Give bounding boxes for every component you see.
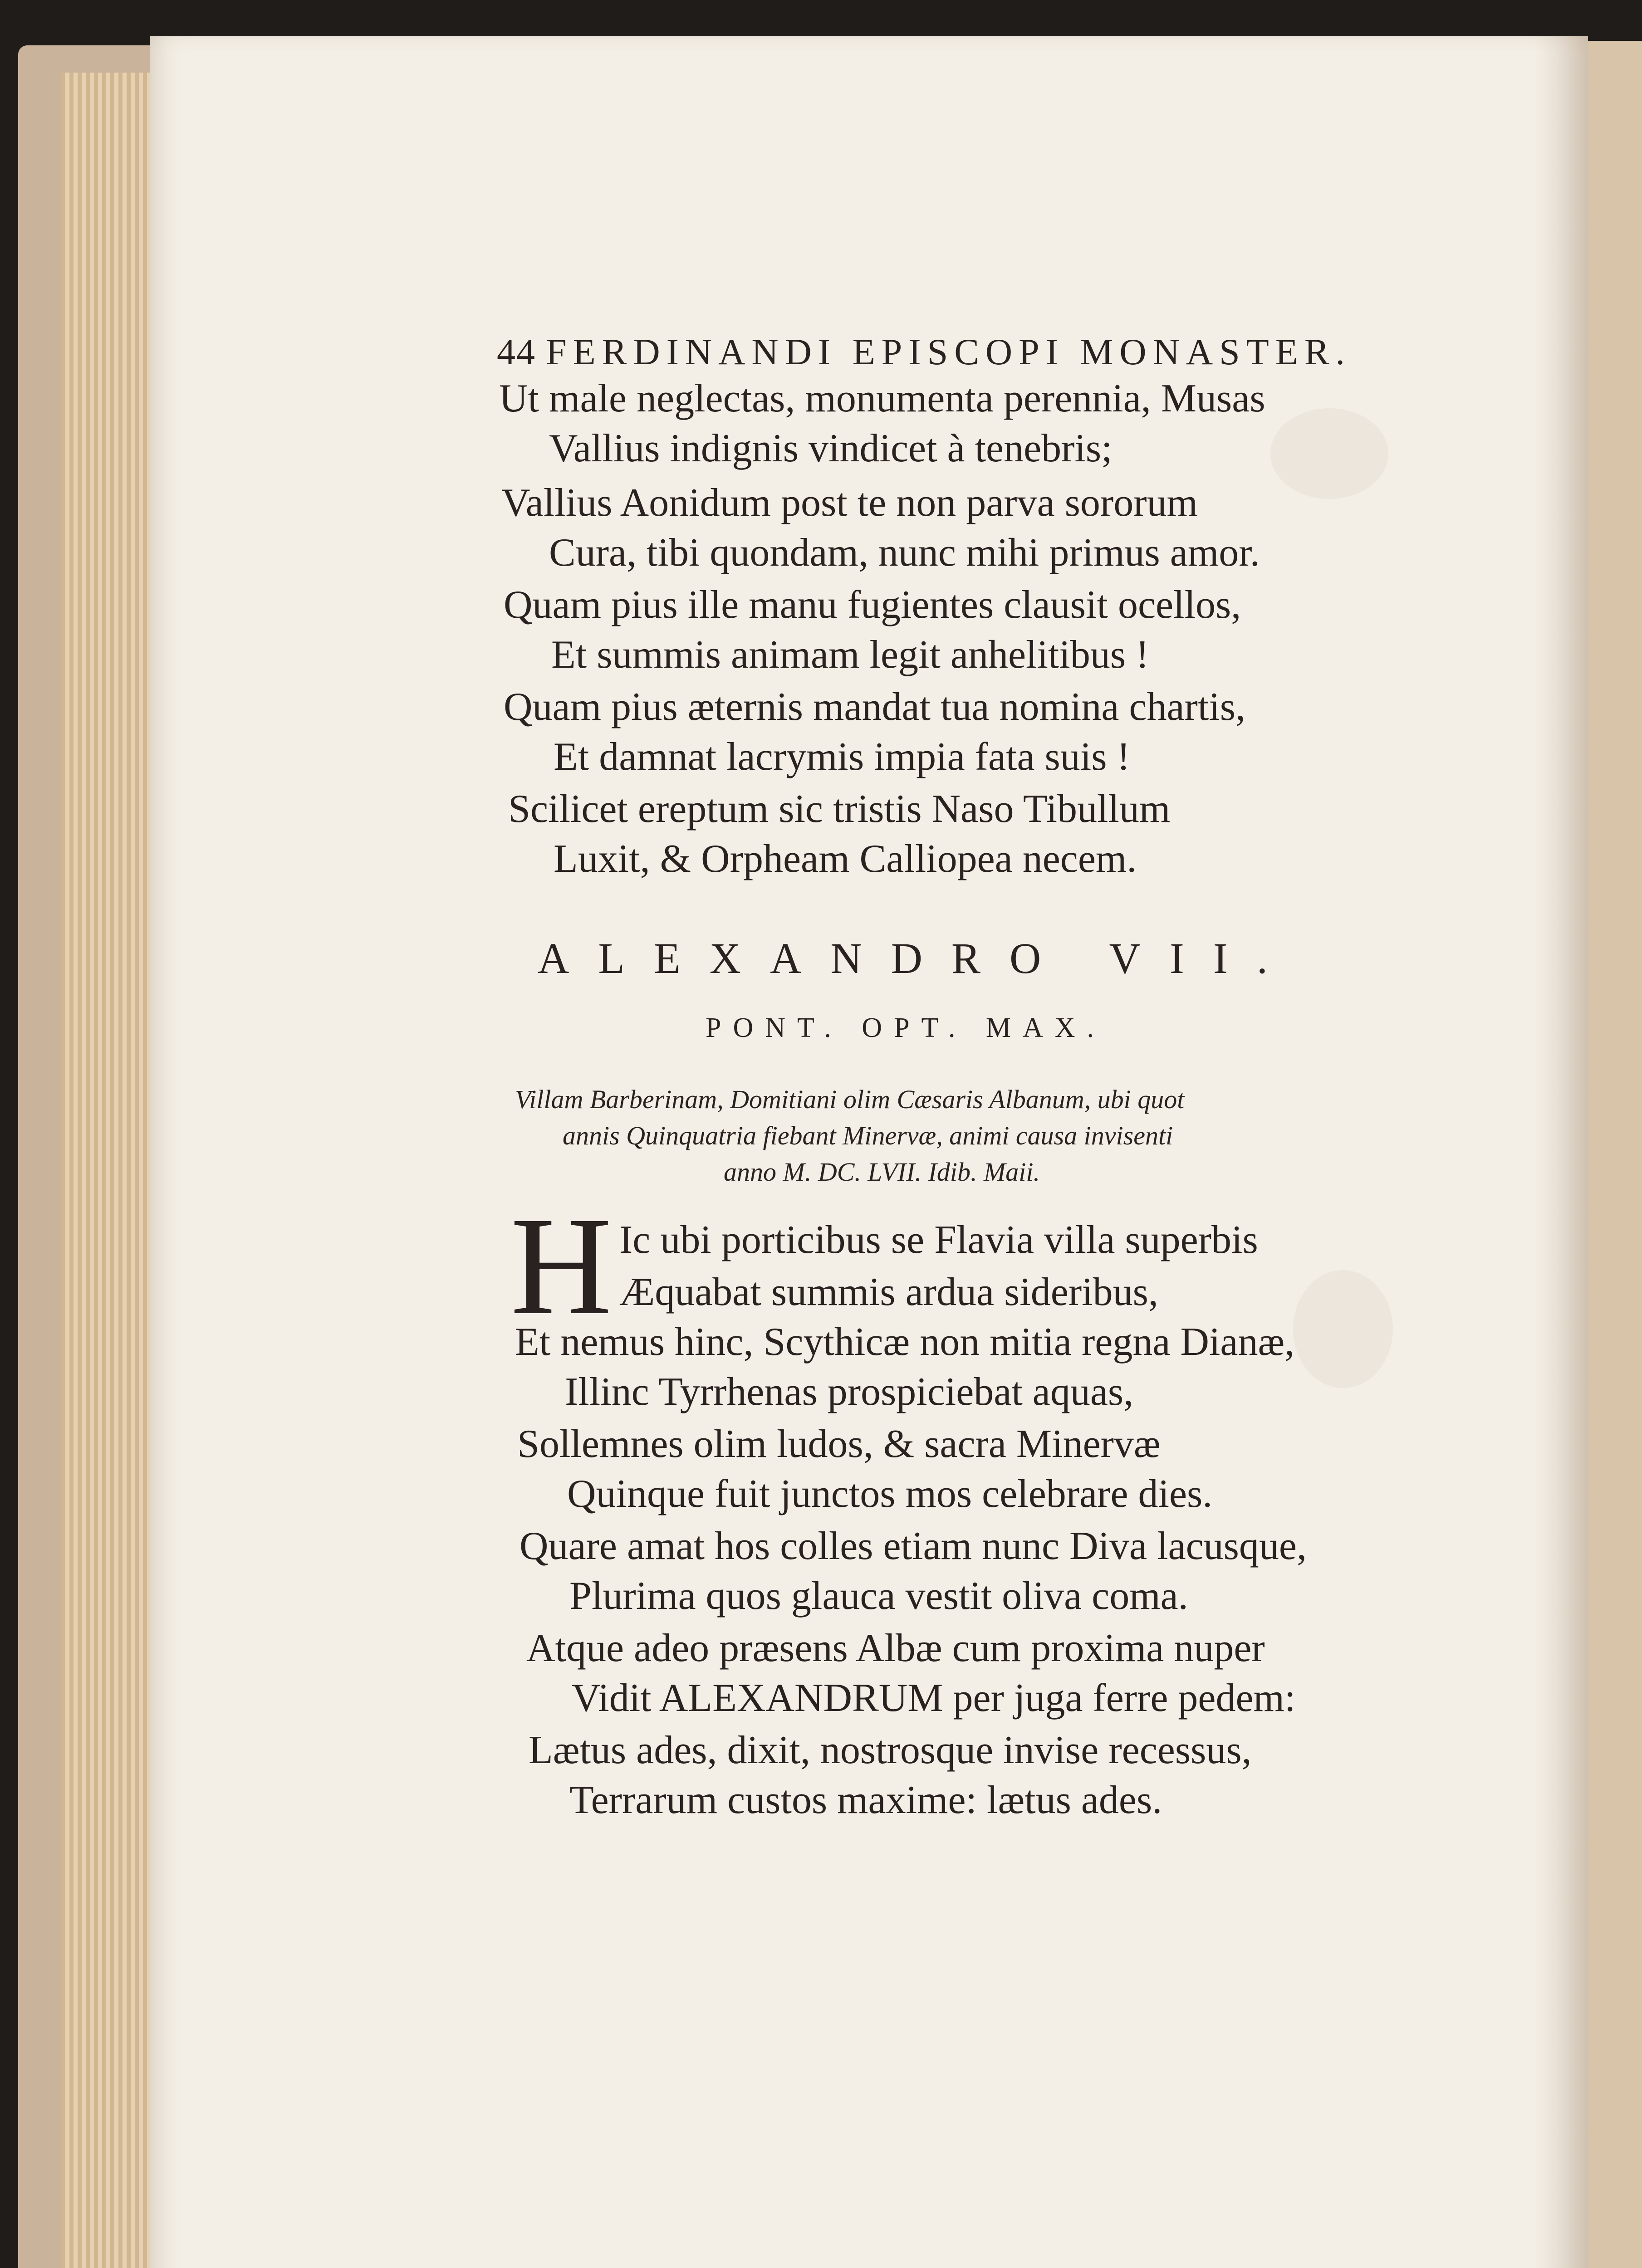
verse-line: Atque adeo præsens Albæ cum proxima nuper <box>526 1626 1265 1670</box>
paper-stain <box>1270 408 1388 499</box>
drop-cap: H <box>510 1188 612 1344</box>
dedication-line: annis Quinquatria fiebant Minervæ, animi causa invisenti <box>563 1121 1173 1150</box>
verse-line: Luxit, & Orpheam Calliopea necem. <box>554 837 1137 881</box>
facing-page-edge <box>1579 41 1642 2268</box>
verse-line: Illinc Tyrrhenas prospiciebat aquas, <box>565 1370 1134 1414</box>
verse-line: Scilicet ereptum sic tristis Naso Tibullum <box>508 787 1171 831</box>
running-head <box>497 333 1351 371</box>
verse-line: Quam pius ille manu fugientes clausit ocellos, <box>504 583 1241 627</box>
verse-line: Æquabat summis ardua sideribus, <box>619 1270 1158 1314</box>
verse-line: Et damnat lacrymis impia fata suis ! <box>554 735 1130 779</box>
paper-stain <box>1293 1270 1393 1388</box>
dedication-line: anno M. DC. LVII. Idib. Maii. <box>724 1157 1040 1187</box>
verse-line: Quare amat hos colles etiam nunc Diva lacusque, <box>520 1524 1307 1568</box>
verse-line: Quinque fuit junctos mos celebrare dies. <box>567 1472 1213 1516</box>
poem-subtitle: PONT. OPT. MAX. <box>706 1012 1106 1043</box>
verse-line: Et nemus hinc, Scythicæ non mitia regna Dianæ, <box>515 1320 1295 1364</box>
page-gutter-shadow <box>1534 36 1588 2268</box>
verse-line: Plurima quos glauca vestit oliva coma. <box>569 1574 1188 1618</box>
verse-line: Et summis animam legit anhelitibus ! <box>551 633 1149 677</box>
verse-line: Ic ubi porticibus se Flavia villa superbis <box>619 1218 1258 1262</box>
dedication-line: Villam Barberinam, Domitiani olim Cæsaris Albanum, ubi quot <box>515 1085 1185 1114</box>
verse-line: Terrarum custos maxime: lætus ades. <box>569 1778 1162 1822</box>
poem-title: ALEXANDRO VII. <box>538 934 1297 982</box>
verse-line: Vallius Aonidum post te non parva sororum <box>501 481 1198 525</box>
running-head-title: FERDINANDI EPISCOPI MONASTER. <box>546 331 1352 372</box>
verse-line: Quam pius æternis mandat tua nomina chartis, <box>504 685 1246 729</box>
verse-line: Vallius indignis vindicet à tenebris; <box>549 426 1113 470</box>
verse-line: Vidit ALEXANDRUM per juga ferre pedem: <box>572 1676 1296 1720</box>
verse-line: Lætus ades, dixit, nostrosque invise recessus, <box>529 1728 1252 1772</box>
page-number: 44 <box>497 331 536 372</box>
verse-line: Ut male neglectas, monumenta perennia, Musas <box>499 376 1265 420</box>
verse-line: Sollemnes olim ludos, & sacra Minervæ <box>517 1422 1161 1466</box>
page-block-edges <box>61 73 154 2268</box>
verse-line: Cura, tibi quondam, nunc mihi primus amor. <box>549 531 1260 575</box>
